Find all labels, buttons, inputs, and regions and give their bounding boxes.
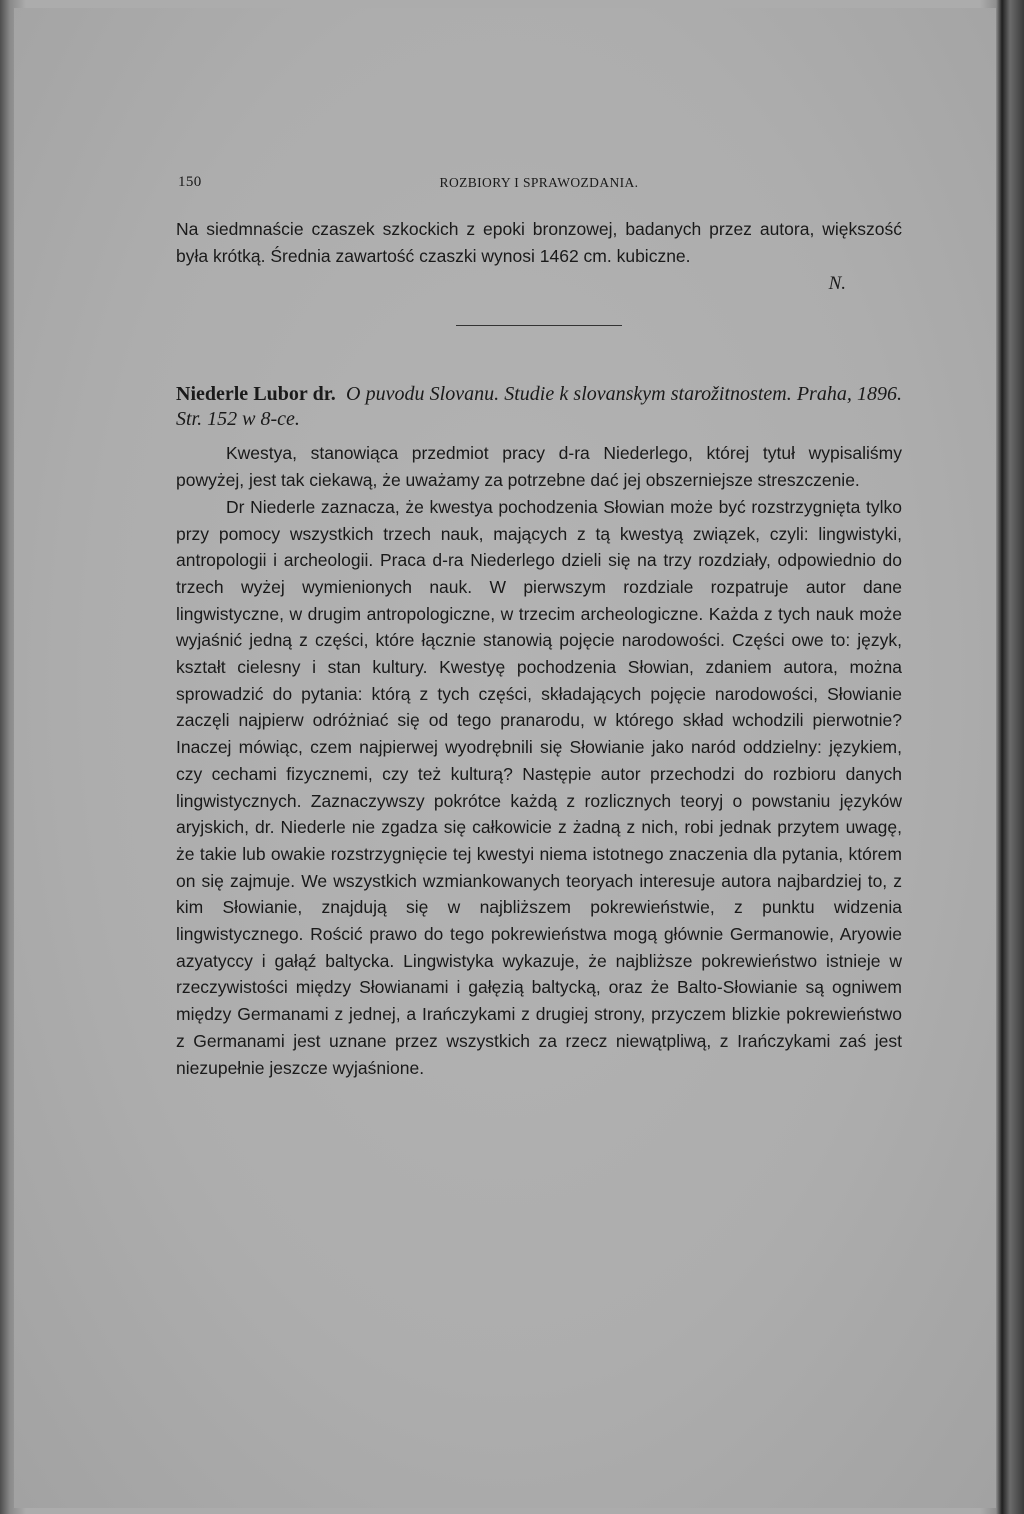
review-1-signature: N. <box>828 273 846 295</box>
review-2-author: Niederle Lubor dr. <box>176 383 336 406</box>
review-2-title: O puvodu Slovanu. Studie k slovanskym starožitnostem. Praha, 1896. Str. 152 w 8-ce. <box>176 383 902 431</box>
page-number: 150 <box>178 174 202 190</box>
running-head <box>176 170 902 198</box>
running-title: ROZBIORY I SPRAWOZDANIA. <box>439 175 639 190</box>
review-2-paragraph-2: Dr Niederle zaznacza, że kwestya pochodzenia Słowian może być rozstrzygnięta tylko przy pomocy wszystkich trzech nauk, mających z tą kwestyą związek, czyli: lingwistyki, antropologii i archeologii. Praca d-ra Niederlego dzieli się na trzy rozdziały, odpowiednio do trzech wyżej wymienionych nauk. W pierwszym rozdziale rozpatruje autor dane lingwistyczne, w drugim antropologiczne, w trzecim archeologiczne. Każda z tych nauk może wyjaśnić jedną z części, które łącznie stanowią pojęcie narodowości. Części owe to: język, kształt cielesny i stan kultury. Kwestyę pochodzenia Słowian, zdaniem autora, można sprowadzić do pytania: którą z tych części, składających pojęcie narodowości, Słowianie zaczęli najpierw odróżniać się od tego pranarodu, w którego skład wchodzili pierwotnie? Inaczej mówiąc, czem najpierwej wyodrębnili się Słowianie jako naród oddzielny: językiem, czy cechami fizycznemi, czy też kulturą? Następie autor przechodzi do rozbioru danych lingwistycznych. Zaznaczywszy pokrótce każdą z rozlicznych teoryj o powstaniu języków aryjskich, dr. Niederle nie zgadza się całkowicie z żadną z nich, robi jednak przytem uwagę, że takie lub owakie rozstrzygnięcie tej kwestyi niema istotnego znaczenia dla pytania, którem on się zajmuje. We wszystkich wzmiankowanych teoryach interesuje autora najbardziej to, z kim Słowianie, znajdują się w najbliższem pokrewieństwie, z punktu widzenia lingwistycznego. Rościć prawo do tego pokrewieństwa mogą głównie Germanowie, Aryowie azyatyccy i gałąź baltycka. Lingwistyka wykazuje, że najbliższe pokrewieństwo istnieje w rzeczywistości między Słowianami i gałęzią baltycką, oraz że Balto-Słowianie są ogniwem między Germanami z jednej, a Irańczykami z drugiej strony, przyczem blizkie pokrewieństwo z Germanami jest uznane przez wszystkich za rzecz niewątpliwą, z Irańczykami zaś jest niezupełnie jeszcze wyjaśnione. <box>176 496 902 1078</box>
review-2-paragraph-1: Kwestya, stanowiąca przedmiot pracy d-ra Niederlego, której tytuł wypisaliśmy powyżej, jest tak ciekawą, że uważamy za potrzebne dać jej obszerniejsze streszczenie. <box>176 443 902 491</box>
review-1-text: Na siedmnaście czaszek szkockich z epoki bronzowej, badanych przez autora, większość była krótką. Średnia zawartość czaszki wynosi 1462 cm. kubiczne. <box>176 219 902 266</box>
section-divider <box>456 325 622 326</box>
review-2-heading <box>176 382 902 432</box>
review-2-body <box>176 440 902 1081</box>
page-content <box>176 170 902 1081</box>
